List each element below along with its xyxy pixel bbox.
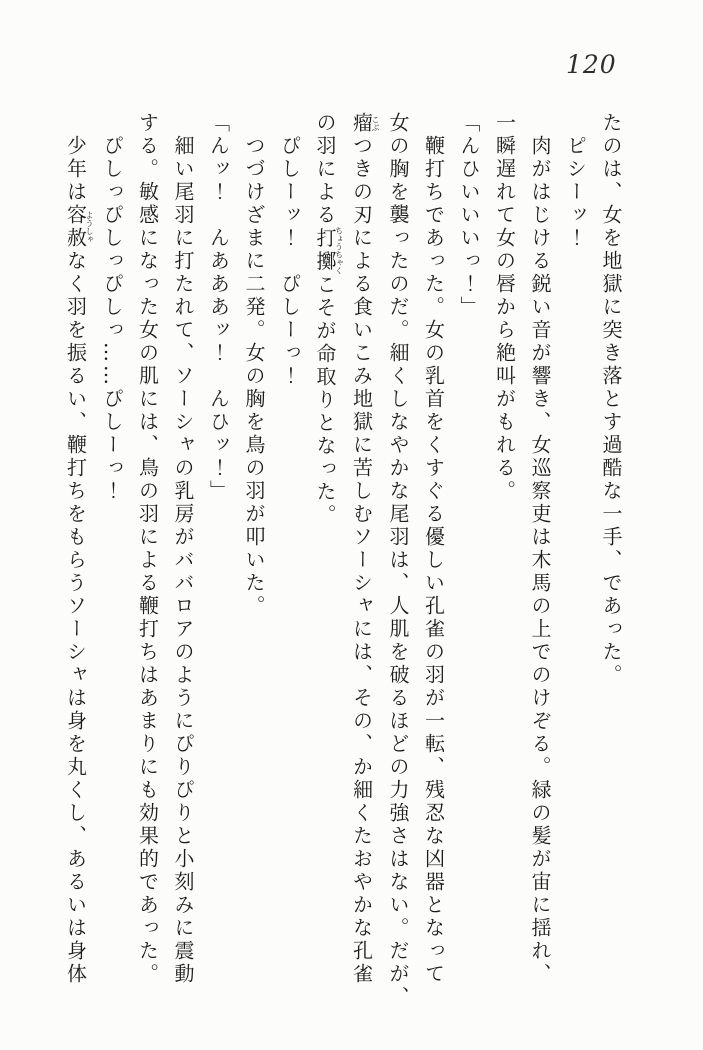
text-column: 一瞬遅れて女の唇から絶叫がもれる。 — [492, 112, 517, 503]
text-column: ぴしーッ！ ぴしーっ！ — [277, 135, 302, 388]
ruby-annotated-word: 容赦ようしゃ — [63, 204, 94, 250]
text-column: ぴしっぴしっぴしっ……ぴしーっ！ — [100, 135, 124, 503]
text-column: 「んッ！ んあああッ！ んひッ！」 — [206, 112, 231, 503]
text-column: 細い尾羽に打たれて、ソーシャの乳房がババロアのようにぴりぴりと小刻みに震動 — [171, 135, 195, 986]
text-column: 少年は容赦ようしゃなく羽を振るい、鞭打ちをもらうソーシャは身を丸くし、あるいは身体 — [63, 135, 94, 986]
text-column: の羽による打擲ちょうちゃくこそが命取りとなった。 — [313, 112, 344, 527]
page-number: 120 — [566, 50, 617, 79]
text-column: たのは、女を地獄に突き落とす過酷な一手、であった。 — [599, 112, 623, 687]
text-column: する。敏感になった女の肌には、鳥の羽による鞭打ちはあまりにも効果的であった。 — [135, 112, 160, 986]
ruby-annotated-word: 打擲ちょうちゃく — [313, 226, 344, 275]
text-column: 肉がはじける鋭い音が響き、女巡察吏は木馬の上でのけぞる。緑の髪が宙に揺れ、 — [528, 135, 552, 986]
text-block — [58, 112, 628, 1014]
text-column: 鞭打ちであった。女の乳首をくすぐる優しい孔雀の羽が一転、残忍な凶器となって — [421, 135, 446, 986]
ruby-annotated-word: 瘤こぶ — [349, 112, 380, 135]
text-column: 「んひいいいっ！」 — [457, 112, 481, 319]
text-column: 女の胸を襲ったのだ。細くしなやかな尾羽は、人肌を破るほどの力強さはない。だが、 — [386, 112, 410, 1009]
text-column: ピシーッ！ — [563, 135, 588, 250]
text-column: つづけざまに二発。女の胸を鳥の羽が叩いた。 — [242, 135, 266, 618]
text-column: 瘤こぶつきの刃による食いこみ地獄に苦しむソーシャには、その、か細くたおやかな孔雀 — [349, 112, 380, 986]
